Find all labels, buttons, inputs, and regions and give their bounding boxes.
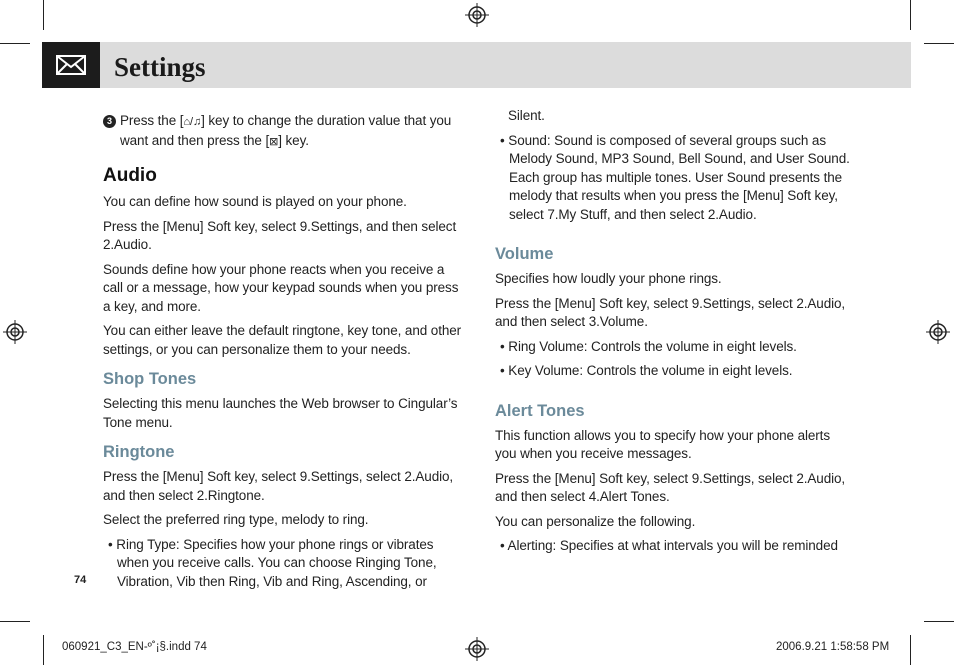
ringtone-paragraph: Select the preferred ring type, melody to ring. — [103, 512, 369, 527]
bullet-item: • Ring Volume: Controls the volume in eight levels. — [500, 338, 797, 354]
audio-paragraph: Press the [Menu] Soft key, select 9.Settings, and then select 2.Audio. — [103, 218, 457, 252]
crop-mark — [43, 635, 44, 665]
step-number-badge: 3 — [103, 115, 116, 128]
alert-tones-paragraph: You can personalize the following. — [495, 513, 696, 529]
alert-tones-paragraph: This function allows you to specify how your phone alerts you when you receive messages. — [495, 427, 830, 461]
audio-paragraph: Sounds define how your phone reacts when you receive a call or a message, how your keypad sounds when you press a key, and more. — [103, 261, 459, 314]
shop-tones-paragraph: Selecting this menu launches the Web browser to Cingular’s Tone menu. — [103, 396, 458, 430]
crop-mark — [910, 0, 911, 30]
right-column — [495, 107, 855, 562]
audio-heading: Audio — [103, 165, 157, 186]
bullet-item: • Key Volume: Controls the volume in eight levels. — [500, 363, 793, 378]
bullet-item: • Sound: Sound is composed of several groups such as Melody Sound, MP3 Sound, Bell Sound, and User Sound. Each group has multiple tones. User Sound presents the melody that results when you press the [Menu] Soft key, select 7.My Stuff, and then select 2.Audio. — [500, 132, 850, 222]
bullet-item: • Alerting: Specifies at what intervals you will be reminded — [500, 538, 838, 553]
audio-paragraph: You can either leave the default ringtone, key tone, and other settings, or you can personalize them to your needs. — [103, 323, 462, 357]
header-icon-box — [42, 42, 100, 88]
ringtone-heading: Ringtone — [103, 443, 175, 461]
continued-text: Silent. — [508, 108, 545, 123]
ok-key-icon: ⊠ — [269, 135, 279, 148]
end-call-key-icon: ⌂/♫ — [183, 116, 202, 128]
bullet-dot: • — [500, 538, 505, 553]
ringtone-paragraph: Press the [Menu] Soft key, select 9.Settings, select 2.Audio, and then select 2.Ringtone. — [103, 469, 454, 503]
envelope-icon — [56, 55, 86, 75]
shop-tones-heading: Shop Tones — [103, 370, 197, 388]
step-3: 3 Press the [⌂/♫] key to change the duration value that you want and then press the [⊠] key. — [103, 112, 463, 151]
alert-tones-heading: Alert Tones — [495, 401, 585, 420]
bullet-dot: • — [500, 132, 505, 148]
volume-paragraph: Specifies how loudly your phone rings. — [495, 271, 722, 286]
registration-mark-icon — [926, 320, 950, 344]
bullet-dot: • — [108, 536, 113, 552]
footer-timestamp: 2006.9.21 1:58:58 PM — [776, 641, 890, 653]
bullet-dot: • — [500, 338, 505, 354]
footer-filename: 060921_C3_EN-º˚¡§.indd 74 — [62, 641, 207, 653]
bullet-item: • Ring Type: Specifies how your phone rings or vibrates when you receive calls. You can choose Ringing Tone, Vibration, Vib then Ring, Vib and Ring, Ascending, or — [108, 536, 437, 589]
page-number: 74 — [74, 574, 87, 586]
crop-mark — [0, 621, 30, 622]
registration-mark-icon — [3, 320, 27, 344]
crop-mark — [0, 43, 30, 44]
volume-heading: Volume — [495, 245, 554, 263]
volume-paragraph: Press the [Menu] Soft key, select 9.Settings, select 2.Audio, and then select 3.Volume. — [495, 295, 846, 329]
crop-mark — [43, 0, 44, 30]
crop-mark — [924, 621, 954, 622]
audio-paragraph: You can define how sound is played on your phone. — [103, 194, 407, 209]
crop-mark — [910, 635, 911, 665]
page-title: Settings — [114, 52, 206, 82]
registration-mark-icon — [465, 3, 489, 27]
registration-mark-icon — [465, 637, 489, 661]
alert-tones-paragraph: Press the [Menu] Soft key, select 9.Settings, select 2.Audio, and then select 4.Alert Tones. — [495, 470, 846, 504]
left-column — [103, 112, 463, 597]
bullet-dot: • — [500, 363, 505, 378]
crop-mark — [924, 43, 954, 44]
